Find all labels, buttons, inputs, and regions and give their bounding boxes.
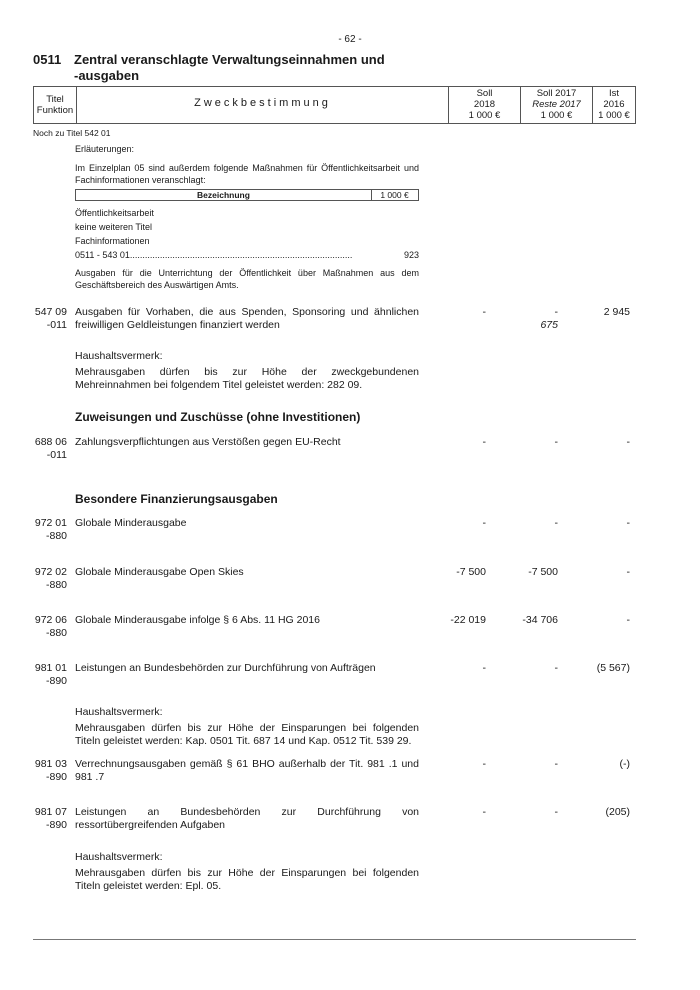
funktion-number: -880 bbox=[45, 579, 67, 591]
soll2017-972-06: -34 706 bbox=[522, 614, 558, 626]
header-funktion: Funktion bbox=[36, 105, 74, 116]
titel-547-09 bbox=[29, 306, 67, 332]
header-ist-year: 2016 bbox=[603, 99, 625, 110]
erlaeuterungen-line-oeffentlichkeitsarbeit: Öffentlichkeitsarbeit bbox=[75, 208, 154, 218]
erlaeuterungen-line-fachinformationen: Fachinformationen bbox=[75, 236, 150, 246]
funktion-number: -011 bbox=[46, 449, 67, 461]
header-soll2017-label: Soll 2017 bbox=[536, 88, 577, 99]
funktion-number: -880 bbox=[45, 627, 67, 639]
header-soll-unit: 1 000 € bbox=[468, 110, 501, 121]
header-ist-unit: 1 000 € bbox=[598, 110, 630, 121]
ist2016-972-06: - bbox=[626, 614, 630, 626]
erlaeuterungen-label: Erläuterungen: bbox=[75, 144, 135, 154]
soll2017-981-03: - bbox=[554, 758, 558, 770]
zweck-981-03: Verrechnungsausgaben gemäß § 61 BHO außerhalb der Tit. 981 .1 und 981 .7 bbox=[75, 758, 419, 783]
titel-number: 972 01 bbox=[34, 517, 67, 529]
erlaeuterungen-note: Ausgaben für die Unterrichtung der Öffentlichkeit über Maßnahmen aus dem Geschäftsbereich des Auswärtigen Amts. bbox=[75, 268, 419, 290]
funktion-number: -890 bbox=[45, 771, 67, 783]
header-zweckbestimmung: Zweckbestimmung bbox=[77, 87, 449, 123]
erlaeuterungen-value: 923 bbox=[403, 250, 419, 260]
continuation-note: Noch zu Titel 542 01 bbox=[33, 128, 111, 138]
section-heading-finanzierungsausgaben: Besondere Finanzierungsausgaben bbox=[75, 492, 278, 506]
ist2016-547-09: 2 945 bbox=[603, 306, 630, 318]
soll2018-981-01: - bbox=[482, 662, 486, 674]
titel-972-01 bbox=[29, 517, 67, 543]
haushaltsvermerk-label-981-01: Haushaltsvermerk: bbox=[75, 706, 163, 718]
funktion-number: -890 bbox=[45, 819, 67, 831]
titel-number: 981 01 bbox=[34, 662, 67, 674]
funktion-number: -880 bbox=[45, 530, 67, 542]
ist2016-981-01: (5 567) bbox=[596, 662, 630, 674]
erlaeuterungen-table-header bbox=[75, 189, 419, 201]
ist2016-972-02: - bbox=[626, 566, 630, 578]
soll2017-972-02: -7 500 bbox=[528, 566, 558, 578]
soll2017-688-06: - bbox=[554, 436, 558, 448]
zweck-688-06: Zahlungsverpflichtungen aus Verstößen gegen EU-Recht bbox=[75, 436, 341, 448]
soll2017-981-07: - bbox=[554, 806, 558, 818]
ist2016-688-06: - bbox=[626, 436, 630, 448]
erlaeuterungen-line-titel: 0511 - 543 01......................................................................................... bbox=[75, 250, 353, 260]
titel-972-02 bbox=[29, 566, 67, 592]
zweck-981-01: Leistungen an Bundesbehörden zur Durchführung von Aufträgen bbox=[75, 662, 376, 674]
soll2017-981-01: - bbox=[554, 662, 558, 674]
soll2018-981-03: - bbox=[482, 758, 486, 770]
titel-number: 547 09 bbox=[34, 306, 67, 318]
funktion-number: -890 bbox=[45, 675, 67, 687]
header-soll-2017 bbox=[521, 87, 593, 123]
header-soll2017-unit: 1 000 € bbox=[540, 110, 573, 121]
soll2018-547-09: - bbox=[482, 306, 486, 318]
erlaeuterungen-line-keine-titel: keine weiteren Titel bbox=[75, 222, 153, 232]
ist2016-981-07: (205) bbox=[605, 806, 630, 818]
soll2018-981-07: - bbox=[482, 806, 486, 818]
chapter-title-line2: -ausgaben bbox=[74, 68, 140, 83]
header-soll-label: Soll bbox=[476, 88, 493, 99]
reste2017-547-09: 675 bbox=[540, 319, 558, 331]
soll2017-972-01: - bbox=[554, 517, 558, 529]
soll2018-972-06: -22 019 bbox=[450, 614, 486, 626]
titel-981-07 bbox=[29, 806, 67, 832]
titel-688-06 bbox=[29, 436, 67, 462]
haushaltsvermerk-text-981-01: Mehrausgaben dürfen bis zur Höhe der Einsparungen bei folgenden Titeln geleistet werden: Kap. 0501 Tit. 687 14 und Kap. 0512 Tit. 539 29. bbox=[75, 722, 419, 747]
header-soll-2018 bbox=[449, 87, 521, 123]
titel-number: 972 06 bbox=[34, 614, 67, 626]
haushaltsvermerk-label-547: Haushaltsvermerk: bbox=[75, 350, 163, 362]
header-ist-label: Ist bbox=[608, 88, 620, 99]
funktion-number: -011 bbox=[46, 319, 67, 331]
titel-number: 972 02 bbox=[34, 566, 67, 578]
section-heading-zuweisungen: Zuweisungen und Zuschüsse (ohne Investitionen) bbox=[75, 410, 361, 424]
zweck-972-01: Globale Minderausgabe bbox=[75, 517, 187, 529]
column-header bbox=[33, 86, 636, 124]
ist2016-981-03: (-) bbox=[619, 758, 630, 770]
soll2017-547-09: - bbox=[554, 306, 558, 318]
haushaltsvermerk-text-981-07: Mehrausgaben dürfen bis zur Höhe der Einsparungen bei folgenden Titeln geleistet werden: Epl. 05. bbox=[75, 867, 419, 892]
chapter-title-line1: Zentral veranschlagte Verwaltungseinnahmen und bbox=[74, 52, 385, 67]
ist2016-972-01: - bbox=[626, 517, 630, 529]
header-ist-2016 bbox=[593, 87, 635, 123]
zweck-981-07: Leistungen an Bundesbehörden zur Durchführung von ressortübergreifenden Aufgaben bbox=[75, 806, 419, 831]
zweck-972-02: Globale Minderausgabe Open Skies bbox=[75, 566, 244, 578]
chapter-title bbox=[74, 52, 414, 84]
titel-981-01 bbox=[29, 662, 67, 688]
titel-number: 688 06 bbox=[34, 436, 67, 448]
table-header-bezeichnung: Bezeichnung bbox=[76, 190, 372, 200]
titel-972-06 bbox=[29, 614, 67, 640]
footer-divider bbox=[33, 939, 636, 940]
soll2018-972-01: - bbox=[482, 517, 486, 529]
page-number: - 62 - bbox=[338, 34, 362, 45]
header-titel: Titel bbox=[46, 94, 64, 105]
titel-number: 981 07 bbox=[34, 806, 67, 818]
header-titel-funktion bbox=[34, 87, 77, 123]
table-header-unit: 1 000 € bbox=[380, 190, 409, 200]
haushaltsvermerk-text-547: Mehrausgaben dürfen bis zur Höhe der zweckgebundenen Mehreinnahmen bei folgendem Titel geleistet werden: 282 09. bbox=[75, 366, 419, 391]
header-reste-label: Reste 2017 bbox=[532, 99, 581, 110]
chapter-number: 0511 bbox=[33, 52, 62, 67]
soll2018-972-02: -7 500 bbox=[456, 566, 486, 578]
soll2018-688-06: - bbox=[482, 436, 486, 448]
titel-981-03 bbox=[29, 758, 67, 784]
erlaeuterungen-intro: Im Einzelplan 05 sind außerdem folgende Maßnahmen für Öffentlichkeitsarbeit und Fachinformationen veranschlagt: bbox=[75, 163, 419, 185]
titel-number: 981 03 bbox=[34, 758, 67, 770]
zweck-972-06: Globale Minderausgabe infolge § 6 Abs. 11 HG 2016 bbox=[75, 614, 320, 626]
zweck-547-09: Ausgaben für Vorhaben, die aus Spenden, Sponsoring und ähnlichen freiwilligen Geldleistungen finanziert werden bbox=[75, 306, 419, 331]
header-soll-year: 2018 bbox=[473, 99, 496, 110]
haushaltsvermerk-label-981-07: Haushaltsvermerk: bbox=[75, 851, 163, 863]
